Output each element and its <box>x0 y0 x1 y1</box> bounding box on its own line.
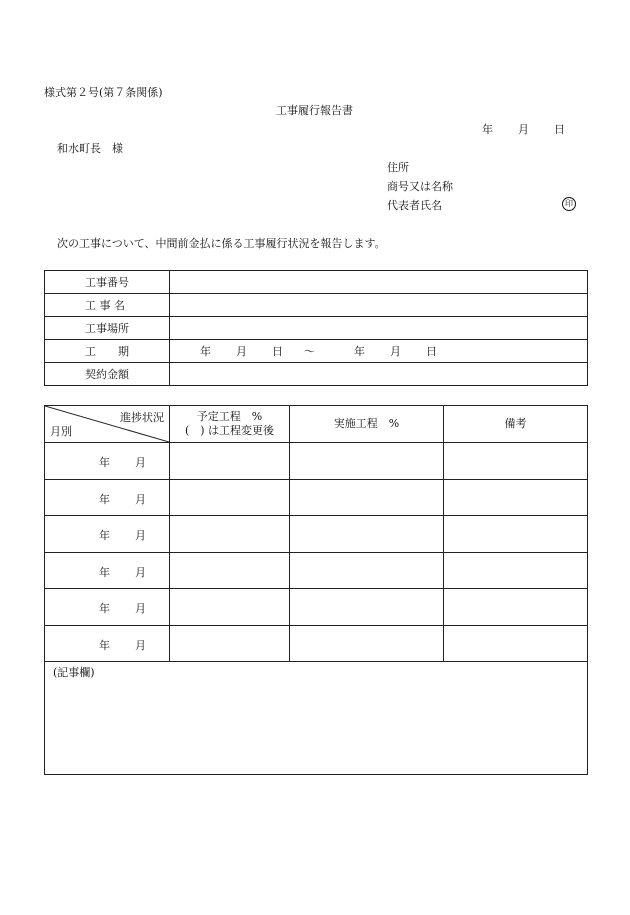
period-separator: 〜 <box>304 345 315 358</box>
row-month: 月 <box>135 565 146 579</box>
table-row <box>45 625 588 662</box>
table-row <box>45 589 588 626</box>
remarks-cell[interactable] <box>444 552 588 589</box>
planned-progress-line1: 予定工程 % <box>196 410 263 424</box>
planned-cell[interactable] <box>170 479 290 516</box>
table-row <box>45 317 588 340</box>
project-info-table <box>44 270 588 386</box>
project-location-field[interactable] <box>170 317 588 340</box>
notes-area[interactable] <box>45 662 588 775</box>
date-month: 月 <box>518 123 529 136</box>
notes-row <box>45 662 588 775</box>
planned-cell[interactable] <box>170 625 290 662</box>
actual-progress-label: 実施工程 % <box>333 417 400 431</box>
project-number-field[interactable] <box>170 271 588 294</box>
contract-amount-label: 契約金額 <box>85 368 129 381</box>
table-row <box>45 552 588 589</box>
representative-label: 代表者氏名 <box>387 199 442 212</box>
row-month: 月 <box>135 492 146 506</box>
table-row <box>45 271 588 294</box>
remarks-cell[interactable] <box>444 443 588 480</box>
notes-label: (記事欄) <box>53 666 95 679</box>
actual-cell[interactable] <box>290 552 444 589</box>
project-period-field[interactable] <box>170 340 588 363</box>
actual-progress-header <box>290 406 444 443</box>
table-row <box>45 340 588 363</box>
row-year: 年 <box>99 492 110 506</box>
contract-amount-field[interactable] <box>170 363 588 386</box>
row-year: 年 <box>99 529 110 543</box>
progress-status-label: 進捗状況 <box>120 411 164 424</box>
planned-cell[interactable] <box>170 516 290 553</box>
row-month: 月 <box>135 638 146 652</box>
table-row <box>45 363 588 386</box>
remarks-cell[interactable] <box>444 516 588 553</box>
project-number-label: 工事番号 <box>85 276 129 289</box>
planned-cell[interactable] <box>170 552 290 589</box>
progress-table <box>44 405 588 775</box>
form-number: 様式第２号(第７条関係) <box>44 86 163 99</box>
actual-cell[interactable] <box>290 443 444 480</box>
period-end-month: 月 <box>390 345 401 358</box>
diagonal-header-cell <box>45 406 169 442</box>
row-year: 年 <box>99 565 110 579</box>
actual-cell[interactable] <box>290 516 444 553</box>
page-title: 工事履行報告書 <box>276 104 353 117</box>
row-month: 月 <box>135 602 146 616</box>
period-start-day: 日 <box>272 345 283 358</box>
date-year: 年 <box>482 123 493 136</box>
table-header-row <box>45 406 588 443</box>
row-month: 月 <box>135 529 146 543</box>
month-label: 月別 <box>50 425 72 439</box>
period-end-day: 日 <box>426 345 437 358</box>
period-start-month: 月 <box>236 345 247 358</box>
planned-progress-header <box>170 406 290 443</box>
project-period-label: 工 期 <box>85 345 129 358</box>
table-row <box>45 479 588 516</box>
address-label: 住所 <box>387 161 409 174</box>
row-year: 年 <box>99 602 110 616</box>
period-end-year: 年 <box>354 345 365 358</box>
addressee: 和水町長 様 <box>57 142 123 155</box>
row-year: 年 <box>99 456 110 470</box>
planned-progress-line2: ( ) は工程変更後 <box>184 424 275 437</box>
period-start-year: 年 <box>200 345 211 358</box>
table-row <box>45 294 588 317</box>
project-name-field[interactable] <box>170 294 588 317</box>
remarks-cell[interactable] <box>444 479 588 516</box>
project-location-label: 工事場所 <box>85 322 129 335</box>
actual-cell[interactable] <box>290 589 444 626</box>
table-row <box>45 443 588 480</box>
remarks-cell[interactable] <box>444 589 588 626</box>
actual-cell[interactable] <box>290 625 444 662</box>
seal-mark: 印 <box>562 197 576 211</box>
planned-cell[interactable] <box>170 443 290 480</box>
row-year: 年 <box>99 638 110 652</box>
actual-cell[interactable] <box>290 479 444 516</box>
intro-text: 次の工事について、中間前金払に係る工事履行状況を報告します。 <box>57 237 386 250</box>
remarks-header <box>444 406 588 443</box>
trade-name-label: 商号又は名称 <box>387 180 453 193</box>
table-row <box>45 516 588 553</box>
row-month: 月 <box>135 456 146 470</box>
remarks-cell[interactable] <box>444 625 588 662</box>
planned-cell[interactable] <box>170 589 290 626</box>
remarks-label: 備考 <box>504 417 527 431</box>
project-name-label: 工 事 名 <box>85 299 125 312</box>
date-day: 日 <box>554 123 565 136</box>
